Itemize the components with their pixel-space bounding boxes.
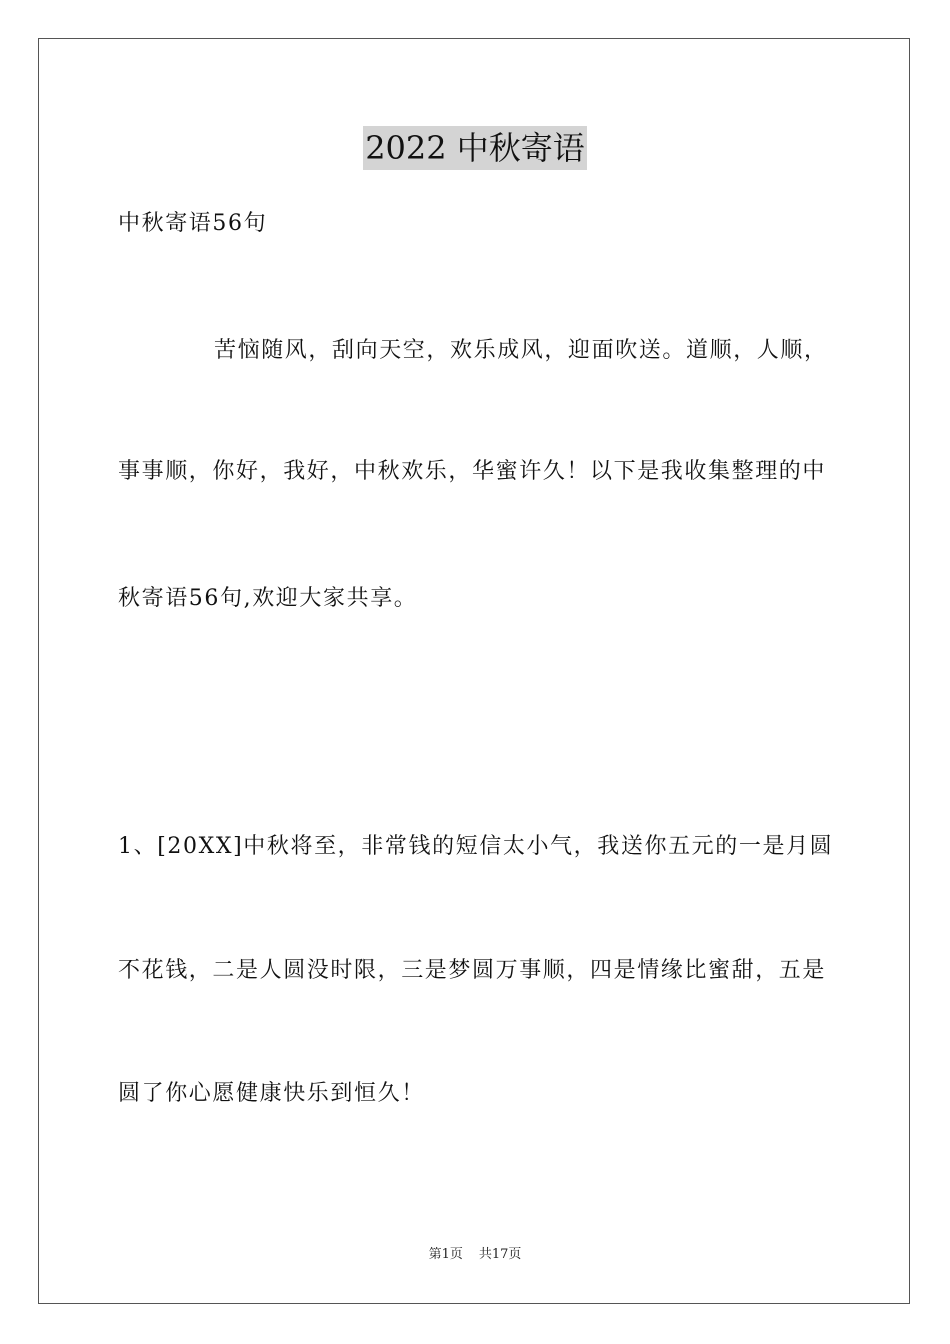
- page-number: 第1页: [428, 1247, 463, 1262]
- paragraph-line: 秋寄语56句,欢迎大家共享。: [118, 586, 418, 611]
- document-subtitle: 中秋寄语56句: [118, 211, 268, 236]
- document-title: 2022 中秋寄语: [363, 126, 587, 170]
- paragraph-line: 事事顺，你好，我好，中秋欢乐，华蜜许久！以下是我收集整理的中: [118, 459, 827, 484]
- page-total: 共17页: [478, 1247, 522, 1262]
- paragraph-line: 1、[20XX]中秋将至，非常钱的短信太小气，我送你五元的一是月圆: [118, 834, 834, 859]
- page-footer: [0, 1246, 950, 1264]
- paragraph-line: 苦恼随风，刮向天空，欢乐成风，迎面吹送。道顺，人顺，: [214, 338, 828, 363]
- paragraph-line: 不花钱，二是人圆没时限，三是梦圆万事顺，四是情缘比蜜甜，五是: [118, 958, 827, 983]
- title-container: [0, 126, 950, 170]
- paragraph-line: 圆了你心愿健康快乐到恒久！: [118, 1081, 425, 1106]
